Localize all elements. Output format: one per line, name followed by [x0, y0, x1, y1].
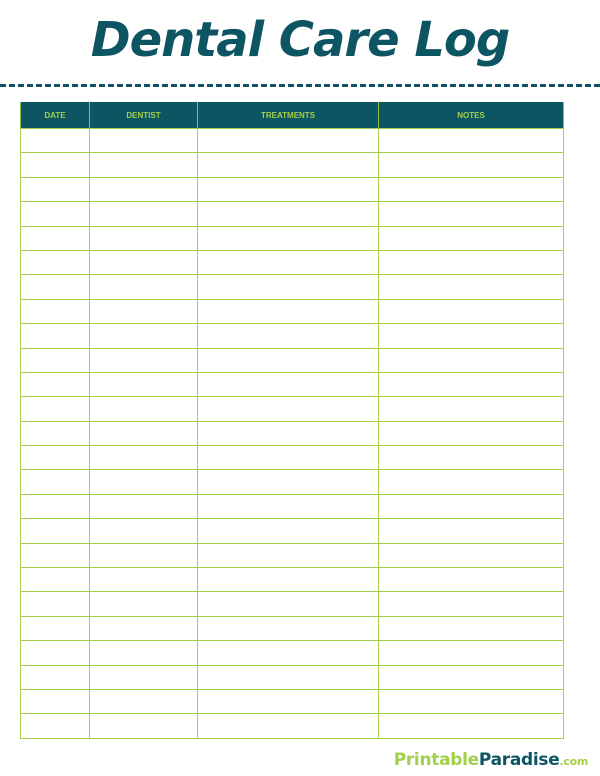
- treatments-cell: [198, 348, 379, 372]
- treatments-cell: [198, 592, 379, 616]
- table-row: [21, 275, 564, 299]
- dentist-cell: [90, 446, 198, 470]
- dentist-cell: [90, 324, 198, 348]
- brand-part-3: .com: [559, 755, 588, 768]
- dentist-cell: [90, 397, 198, 421]
- treatments-cell: [198, 324, 379, 348]
- notes-cell: [379, 226, 564, 250]
- dentist-cell: [90, 470, 198, 494]
- dentist-cell: [90, 421, 198, 445]
- table-row: [21, 714, 564, 738]
- brand-part-1: Printable: [393, 750, 479, 770]
- notes-cell: [379, 421, 564, 445]
- date-cell: [21, 348, 90, 372]
- column-header-date: DATE: [21, 102, 90, 129]
- table-row: [21, 641, 564, 665]
- date-cell: [21, 519, 90, 543]
- dentist-cell: [90, 202, 198, 226]
- notes-cell: [379, 446, 564, 470]
- dentist-cell: [90, 641, 198, 665]
- notes-cell: [379, 275, 564, 299]
- treatments-cell: [198, 177, 379, 201]
- date-cell: [21, 641, 90, 665]
- page-title: Dental Care Log: [90, 12, 510, 68]
- notes-cell: [379, 324, 564, 348]
- notes-cell: [379, 250, 564, 274]
- date-cell: [21, 275, 90, 299]
- dentist-cell: [90, 568, 198, 592]
- date-cell: [21, 665, 90, 689]
- notes-cell: [379, 397, 564, 421]
- table-row: [21, 250, 564, 274]
- dentist-cell: [90, 689, 198, 713]
- date-cell: [21, 372, 90, 396]
- date-cell: [21, 714, 90, 738]
- table-row: [21, 202, 564, 226]
- treatments-cell: [198, 494, 379, 518]
- notes-cell: [379, 129, 564, 153]
- table-row: [21, 421, 564, 445]
- treatments-cell: [198, 519, 379, 543]
- table-row: [21, 543, 564, 567]
- table-row: [21, 226, 564, 250]
- notes-cell: [379, 641, 564, 665]
- date-cell: [21, 397, 90, 421]
- treatments-cell: [198, 543, 379, 567]
- treatments-cell: [198, 714, 379, 738]
- notes-cell: [379, 348, 564, 372]
- treatments-cell: [198, 275, 379, 299]
- table-row: [21, 519, 564, 543]
- notes-cell: [379, 592, 564, 616]
- treatments-cell: [198, 250, 379, 274]
- treatments-cell: [198, 153, 379, 177]
- date-cell: [21, 470, 90, 494]
- table-row: [21, 616, 564, 640]
- table-row: [21, 568, 564, 592]
- date-cell: [21, 324, 90, 348]
- treatments-cell: [198, 397, 379, 421]
- dentist-cell: [90, 592, 198, 616]
- dentist-cell: [90, 275, 198, 299]
- date-cell: [21, 421, 90, 445]
- date-cell: [21, 568, 90, 592]
- treatments-cell: [198, 665, 379, 689]
- dentist-cell: [90, 226, 198, 250]
- table-row: [21, 348, 564, 372]
- dashed-divider: [0, 84, 600, 87]
- table-row: [21, 397, 564, 421]
- table-row: [21, 324, 564, 348]
- treatments-cell: [198, 299, 379, 323]
- dentist-cell: [90, 714, 198, 738]
- table-row: [21, 470, 564, 494]
- notes-cell: [379, 470, 564, 494]
- dentist-cell: [90, 494, 198, 518]
- dentist-cell: [90, 616, 198, 640]
- column-header-dentist: DENTIST: [90, 102, 198, 129]
- notes-cell: [379, 299, 564, 323]
- date-cell: [21, 202, 90, 226]
- notes-cell: [379, 616, 564, 640]
- notes-cell: [379, 665, 564, 689]
- dentist-cell: [90, 372, 198, 396]
- table-row: [21, 665, 564, 689]
- date-cell: [21, 177, 90, 201]
- dentist-cell: [90, 177, 198, 201]
- treatments-cell: [198, 641, 379, 665]
- table-row: [21, 153, 564, 177]
- dentist-cell: [90, 153, 198, 177]
- log-table: [20, 102, 564, 739]
- dentist-cell: [90, 665, 198, 689]
- table-row: [21, 494, 564, 518]
- date-cell: [21, 129, 90, 153]
- date-cell: [21, 250, 90, 274]
- dentist-cell: [90, 299, 198, 323]
- notes-cell: [379, 568, 564, 592]
- notes-cell: [379, 202, 564, 226]
- column-header-treatments: TREATMENTS: [198, 102, 379, 129]
- notes-cell: [379, 689, 564, 713]
- table-row: [21, 372, 564, 396]
- date-cell: [21, 226, 90, 250]
- date-cell: [21, 494, 90, 518]
- date-cell: [21, 153, 90, 177]
- treatments-cell: [198, 568, 379, 592]
- brand-part-2: Paradise: [478, 750, 560, 770]
- notes-cell: [379, 543, 564, 567]
- log-body: [21, 129, 564, 739]
- date-cell: [21, 592, 90, 616]
- dentist-cell: [90, 519, 198, 543]
- treatments-cell: [198, 421, 379, 445]
- date-cell: [21, 446, 90, 470]
- treatments-cell: [198, 689, 379, 713]
- table-row: [21, 129, 564, 153]
- header-row: [21, 102, 564, 129]
- brand-logo: [394, 750, 588, 770]
- treatments-cell: [198, 202, 379, 226]
- treatments-cell: [198, 470, 379, 494]
- date-cell: [21, 689, 90, 713]
- treatments-cell: [198, 129, 379, 153]
- notes-cell: [379, 519, 564, 543]
- treatments-cell: [198, 616, 379, 640]
- table-row: [21, 592, 564, 616]
- date-cell: [21, 299, 90, 323]
- table-row: [21, 689, 564, 713]
- notes-cell: [379, 494, 564, 518]
- dentist-cell: [90, 129, 198, 153]
- notes-cell: [379, 372, 564, 396]
- date-cell: [21, 616, 90, 640]
- treatments-cell: [198, 226, 379, 250]
- dentist-cell: [90, 250, 198, 274]
- dentist-cell: [90, 348, 198, 372]
- table-row: [21, 299, 564, 323]
- dentist-cell: [90, 543, 198, 567]
- table-row: [21, 177, 564, 201]
- treatments-cell: [198, 372, 379, 396]
- notes-cell: [379, 714, 564, 738]
- treatments-cell: [198, 446, 379, 470]
- notes-cell: [379, 153, 564, 177]
- column-header-notes: NOTES: [379, 102, 564, 129]
- date-cell: [21, 543, 90, 567]
- table-row: [21, 446, 564, 470]
- notes-cell: [379, 177, 564, 201]
